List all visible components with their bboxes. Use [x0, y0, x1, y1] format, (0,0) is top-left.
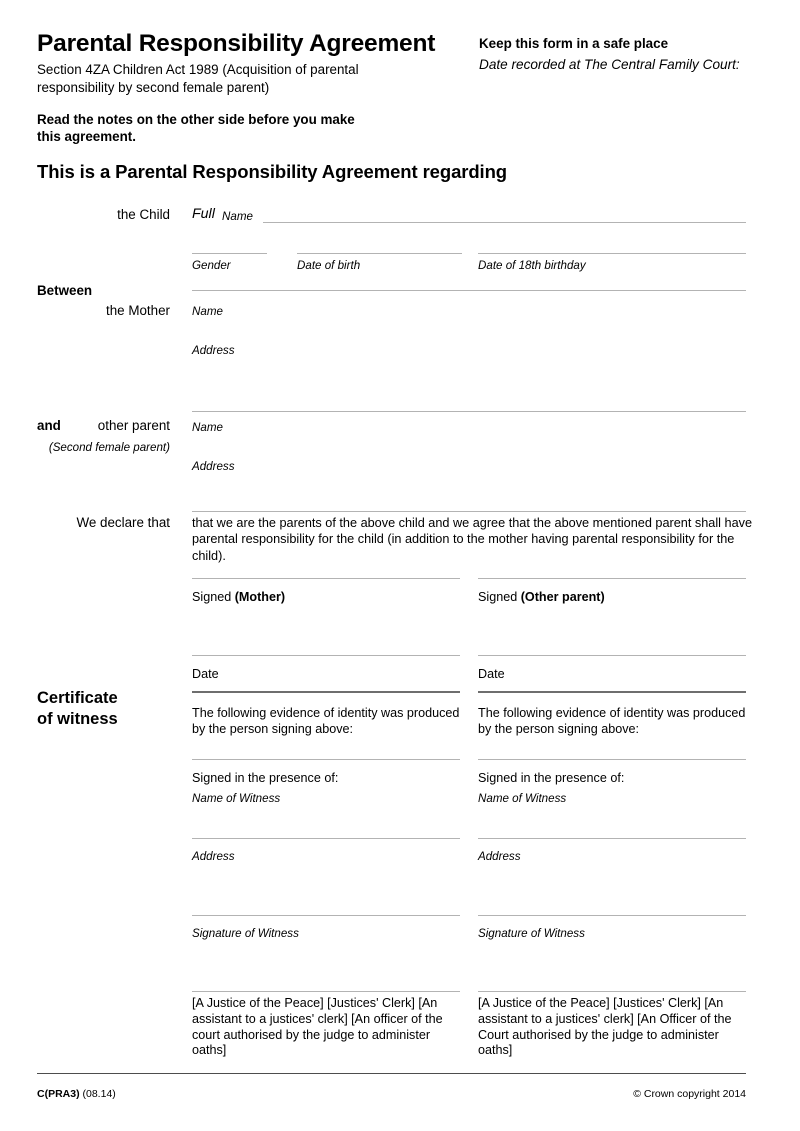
caption-witness-name-left: Name of Witness	[192, 792, 281, 805]
capacity-right-line	[478, 991, 746, 992]
witness-address-right-line[interactable]	[478, 838, 746, 839]
caption-presence-left: Signed in the presence of:	[192, 771, 339, 785]
capacity-text-right: [A Justice of the Peace] [Justices' Clerk] [An assistant to a justices' clerk] [An Officer of the Court authorised by the judge to administer oaths]	[478, 996, 732, 1058]
other-parent-section-top-line[interactable]	[192, 411, 746, 412]
caption-name: Name	[222, 210, 253, 223]
presence-left-line[interactable]	[192, 759, 460, 760]
capacity-left-line	[192, 991, 460, 992]
child-gender-line[interactable]	[192, 253, 267, 254]
caption-date-mother: Date	[192, 667, 219, 681]
caption-witness-address-left: Address	[192, 850, 235, 863]
presence-right-line[interactable]	[478, 759, 746, 760]
caption-date-other-parent: Date	[478, 667, 505, 681]
evidence-text-right: The following evidence of identity was produced by the person signing above:	[478, 706, 746, 736]
label-second-female-parent: (Second female parent)	[48, 441, 170, 454]
witness-signature-left-line[interactable]	[192, 915, 460, 916]
caption-other-parent-name: Name	[192, 421, 223, 434]
date-recorded-label: Date recorded at The Central Family Court:	[479, 57, 740, 72]
caption-witness-address-right: Address	[478, 850, 521, 863]
caption-signed-other-parent	[478, 590, 605, 606]
caption-mother-name: Name	[192, 305, 223, 318]
date-other-parent-line[interactable]	[478, 655, 746, 656]
witness-address-left-line[interactable]	[192, 838, 460, 839]
date-mother-line[interactable]	[192, 655, 460, 656]
mother-section-top-line[interactable]	[192, 290, 746, 291]
page-title: Parental Responsibility Agreement	[37, 30, 436, 57]
signed-mother-prefix: Signed	[192, 590, 235, 604]
caption-witness-signature-right: Signature of Witness	[478, 927, 585, 940]
caption-other-parent-address: Address	[192, 460, 235, 473]
caption-date-of-birth: Date of birth	[297, 259, 361, 272]
caption-gender: Gender	[192, 259, 231, 272]
read-notes-warning: Read the notes on the other side before you make this agreement.	[37, 112, 355, 144]
footer-divider	[37, 1073, 746, 1074]
signature-other-parent-line[interactable]	[478, 578, 746, 579]
keep-safe-heading: Keep this form in a safe place	[479, 36, 669, 51]
label-the-child: the Child	[117, 207, 170, 222]
capacity-text-left: [A Justice of the Peace] [Justices' Clerk] [An assistant to a justices' clerk] [An officer of the court authorised by the judge to administer oaths]	[192, 996, 443, 1058]
caption-witness-signature-left: Signature of Witness	[192, 927, 299, 940]
label-other-parent: other parent	[97, 418, 170, 433]
caption-presence-right: Signed in the presence of:	[478, 771, 625, 785]
child-dob-line[interactable]	[297, 253, 462, 254]
caption-signed-mother	[192, 590, 285, 606]
agreement-heading: This is a Parental Responsibility Agreement regarding	[37, 161, 508, 182]
child-dob18-line[interactable]	[478, 253, 746, 254]
copyright-notice: © Crown copyright 2014	[633, 1088, 746, 1100]
signed-mother-bold: (Mother)	[234, 590, 286, 604]
certificate-right-divider	[478, 691, 746, 693]
signature-mother-line[interactable]	[192, 578, 460, 579]
declaration-text: that we are the parents of the above child and we agree that the above mentioned parent shall have parental responsibility for the child (in addition to the mother having parental responsibility for the child).	[192, 516, 753, 563]
label-the-mother: the Mother	[105, 303, 170, 318]
caption-mother-address: Address	[192, 344, 235, 357]
certificate-left-divider	[192, 691, 460, 693]
form-code-version: (08.14)	[79, 1088, 116, 1100]
label-and: and	[37, 418, 61, 433]
caption-date-of-18th-birthday: Date of 18th birthday	[478, 259, 586, 272]
declaration-top-line	[192, 511, 746, 512]
signed-other-bold: (Other parent)	[520, 590, 605, 604]
witness-signature-right-line[interactable]	[478, 915, 746, 916]
label-of-witness: of witness	[37, 710, 118, 728]
label-certificate: Certificate	[37, 689, 118, 707]
label-between: Between	[37, 283, 93, 298]
caption-witness-name-right: Name of Witness	[478, 792, 567, 805]
child-full-name-line[interactable]	[263, 222, 746, 223]
label-we-declare-that: We declare that	[76, 515, 170, 530]
caption-full: Full	[192, 206, 215, 222]
page-subtitle: Section 4ZA Children Act 1989 (Acquisition of parental responsibility by second female parent)	[37, 62, 359, 95]
signed-other-prefix: Signed	[478, 590, 521, 604]
evidence-text-left: The following evidence of identity was produced by the person signing above:	[192, 706, 460, 736]
form-code-id: C(PRA3)	[37, 1088, 80, 1100]
